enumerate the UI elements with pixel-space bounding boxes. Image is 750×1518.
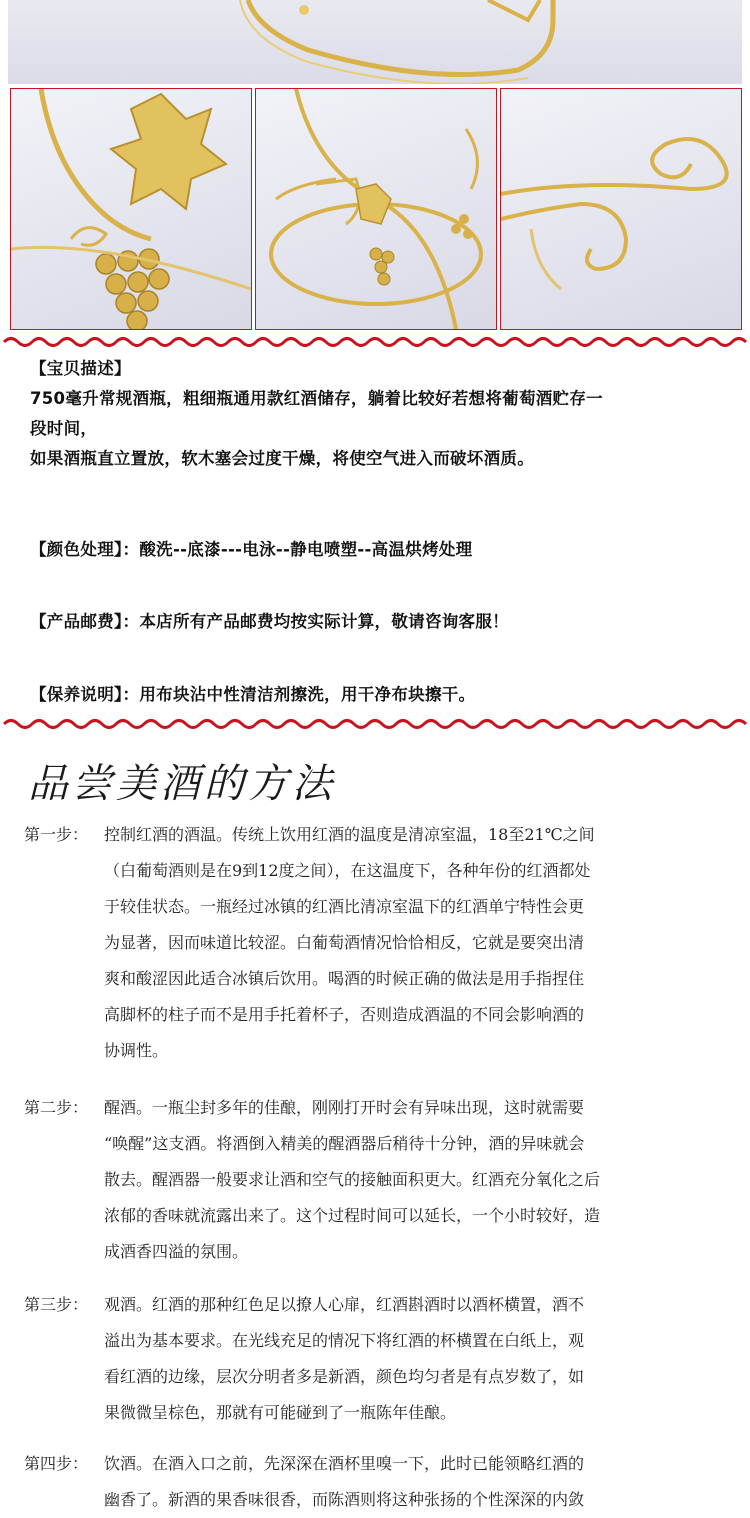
scroll-detail-photo [501, 89, 741, 329]
thumb-rack-side [255, 88, 497, 330]
step-line: 观酒。红酒的那种红色足以撩人心扉，红酒斟酒时以酒杯横置，酒不 [104, 1295, 585, 1314]
step-line: 协调性。 [104, 1041, 169, 1060]
step-line: 看红酒的边缘，层次分明者多是新酒，颜色均匀者是有点岁数了，如 [104, 1367, 585, 1386]
step-line: 果微微呈棕色，那就有可能碰到了一瓶陈年佳酿。 [104, 1403, 457, 1422]
step-line: 溢出为基本要求。在光线充足的情况下将红酒的杯横置在白纸上，观 [104, 1331, 585, 1350]
color-treatment: 【颜色处理】：酸洗--底漆---电泳--静电喷塑--高温烘烤处理 [30, 540, 473, 559]
care-instructions: 【保养说明】：用布块沾中性清洁剂擦洗，用干净布块擦干。 [30, 685, 476, 704]
step-line: 浓郁的香味就流露出来了。这个过程时间可以延长，一个小时较好，造 [104, 1206, 601, 1225]
step-line: 爽和酸涩因此适合冰镇后饮用。喝酒的时候正确的做法是用手指捏住 [104, 969, 585, 988]
step-line: （白葡萄酒则是在9到12度之间），在这温度下，各种年份的红酒都处 [104, 861, 591, 880]
step-line: 为显著，因而味道比较涩。白葡萄酒情况恰恰相反，它就是要突出清 [104, 933, 585, 952]
thumb-grape-leaf [10, 88, 252, 330]
description-title: 【宝贝描述】 [30, 359, 131, 378]
step-line: 散去。醒酒器一般要求让酒和空气的接触面积更大。红酒充分氧化之后 [104, 1170, 601, 1189]
tasting-step-2 [24, 1090, 724, 1270]
step-label: 第二步： [24, 1098, 89, 1117]
wave-divider-bottom [0, 716, 750, 732]
detail-thumbnails [10, 88, 740, 330]
step-line: 于较佳状态。一瓶经过冰镇的红酒比清凉室温下的红酒单宁特性会更 [104, 897, 585, 916]
tasting-step-3 [24, 1287, 724, 1431]
tasting-step-1 [24, 817, 724, 1069]
wine-rack-side-photo [256, 89, 496, 329]
step-line: 饮酒。在酒入口之前，先深深在酒杯里嗅一下，此时已能领略红酒的 [104, 1454, 585, 1473]
step-line: 幽香了。新酒的果香味很香，而陈酒则将这种张扬的个性深深的内敛 [104, 1490, 585, 1509]
step-line: 高脚杯的柱子而不是用手托着杯子，否则造成酒温的不同会影响酒的 [104, 1005, 585, 1024]
gold-wine-rack-photo [8, 0, 742, 84]
wave-divider-top [0, 334, 750, 350]
description-line: 段时间， [30, 419, 98, 438]
thumb-scroll [500, 88, 742, 330]
step-label: 第一步： [24, 825, 89, 844]
product-description [30, 354, 730, 474]
step-label: 第四步： [24, 1454, 89, 1473]
tasting-step-4 [24, 1446, 724, 1518]
step-label: 第三步： [24, 1295, 89, 1314]
description-line: 如果酒瓶直立置放，软木塞会过度干燥，将使空气进入而破坏酒质。 [30, 449, 534, 468]
description-line: 750毫升常规酒瓶，粗细瓶通用款红酒储存，躺着比较好若想将葡萄酒贮存一 [30, 389, 603, 408]
shipping-info: 【产品邮费】：本店所有产品邮费均按实际计算，敬请咨询客服！ [30, 612, 509, 631]
step-line: 成酒香四溢的氛围。 [104, 1242, 249, 1261]
tasting-heading: 品尝美酒的方法 [28, 761, 336, 807]
step-line: 醒酒。一瓶尘封多年的佳酿，刚刚打开时会有异味出现，这时就需要 [104, 1098, 585, 1117]
step-line: “唤醒”这支酒。将酒倒入精美的醒酒器后稍待十分钟，酒的异味就会 [104, 1134, 585, 1153]
step-line: 控制红酒的酒温。传统上饮用红酒的温度是清凉室温，18至21℃之间 [104, 825, 595, 844]
product-photo-top [8, 0, 742, 84]
grape-leaf-detail-photo [11, 89, 251, 329]
